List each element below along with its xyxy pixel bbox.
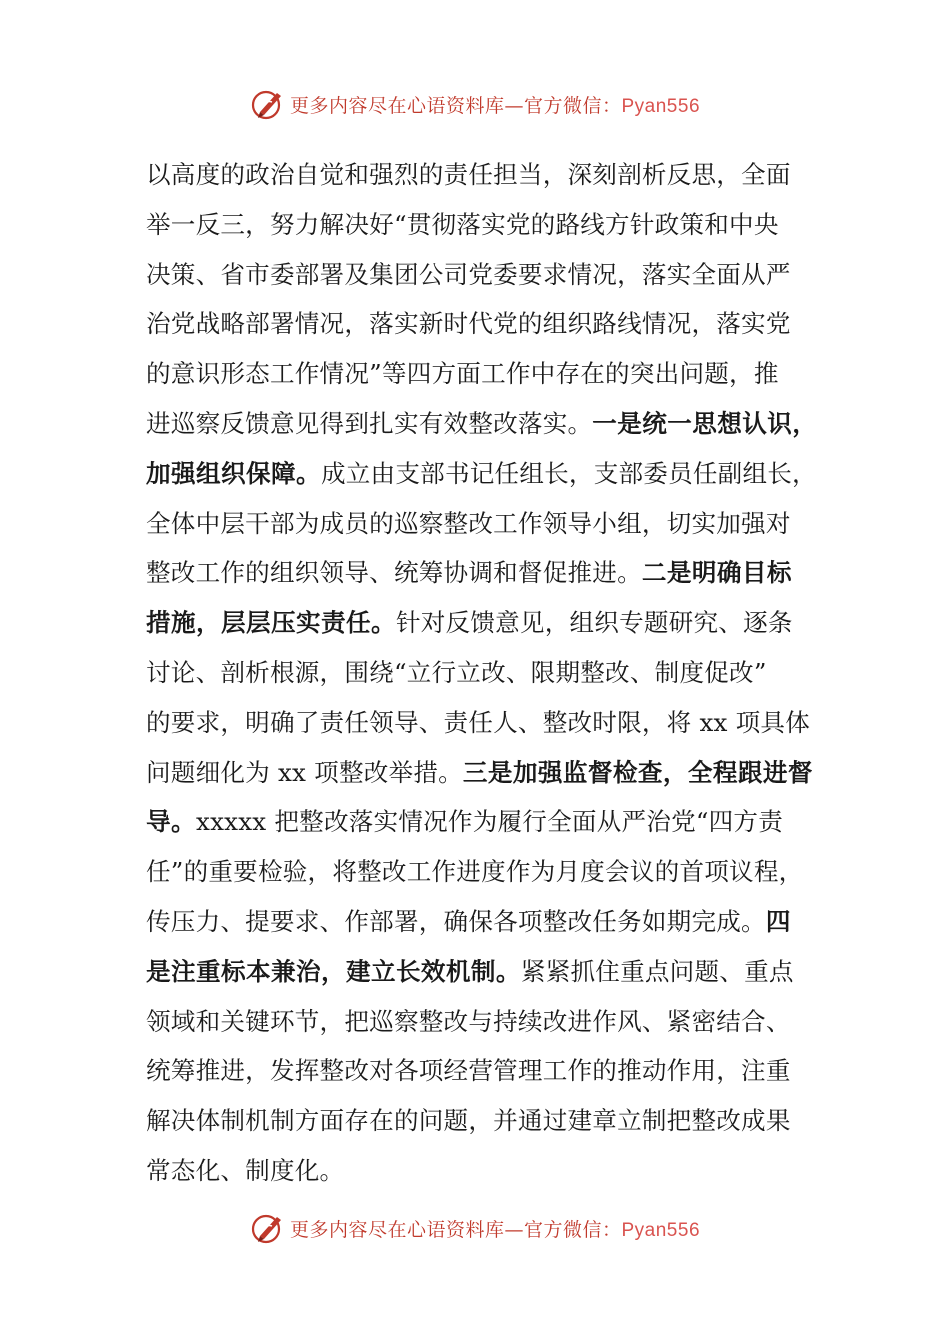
body-text: 领域和关键环节，把巡察整改与持续改进作风、紧密结合、: [146, 1006, 791, 1036]
text-line: [146, 598, 818, 648]
text-line: [146, 1146, 818, 1196]
bold-heading-text: 四: [765, 906, 791, 936]
body-text: xxxxx 把整改落实情况作为履行全面从严治党“四方责: [196, 807, 784, 837]
body-text: 成立由支部书记任组长，支部委员任副组长，: [320, 458, 817, 488]
footer-banner-text: 更多内容尽在心语资料库—官方微信：Pyan556: [289, 1218, 701, 1241]
bold-heading-text: 二是明确目标: [641, 558, 792, 588]
body-text: 治党战略部署情况，落实新时代党的组织路线情况，落实党: [146, 309, 791, 339]
text-line: [146, 299, 818, 349]
document-body: [146, 150, 818, 1196]
bold-heading-text: 一是统一思想认识，: [592, 408, 818, 438]
text-line: [146, 499, 818, 549]
text-line: [146, 947, 818, 997]
body-text: 针对反馈意见，组织专题研究、逐条: [395, 608, 793, 638]
body-text: 统筹推进，发挥整改对各项经营管理工作的推动作用，注重: [146, 1056, 791, 1086]
body-text: 问题细化为 xx 项整改举措。: [146, 757, 463, 787]
text-line: [146, 449, 818, 499]
text-line: [146, 200, 818, 250]
text-line: [146, 349, 818, 399]
header-banner: [0, 82, 950, 126]
body-text: 举一反三，努力解决好“贯彻落实党的路线方针政策和中央: [146, 209, 779, 239]
body-text: 进巡察反馈意见得到扎实有效整改落实。: [146, 408, 593, 438]
text-line: [146, 250, 818, 300]
text-line: [146, 1046, 818, 1096]
bold-heading-text: 是注重标本兼治，建立长效机制。: [146, 956, 521, 986]
text-line: [146, 648, 818, 698]
bold-heading-text: 三是加强监督检查，全程跟进督: [462, 757, 813, 787]
pen-logo-icon: [250, 1210, 286, 1246]
header-banner-text: 更多内容尽在心语资料库—官方微信：Pyan556: [289, 94, 701, 117]
text-line: [146, 698, 818, 748]
pen-logo-icon: [250, 86, 286, 122]
bold-heading-text: 导。: [146, 807, 196, 837]
body-text: 紧紧抓住重点问题、重点: [520, 956, 794, 986]
footer-banner: [0, 1206, 950, 1250]
body-text: 以高度的政治自觉和强烈的责任担当，深刻剖析反思，全面: [146, 160, 791, 189]
text-line: [146, 997, 818, 1047]
text-line: [146, 897, 818, 947]
footer-wechat-id: Pyan556: [621, 1219, 701, 1241]
text-line: [146, 150, 818, 200]
text-line: [146, 847, 818, 897]
bold-heading-text: 加强组织保障。: [146, 458, 321, 488]
body-text: 决策、省市委部署及集团公司党委要求情况，落实全面从严: [146, 259, 791, 289]
text-line: [146, 399, 818, 449]
text-line: [146, 548, 818, 598]
body-text: 整改工作的组织领导、统筹协调和督促推进。: [146, 558, 642, 588]
bold-heading-text: 措施，层层压实责任。: [146, 608, 396, 638]
text-line: [146, 797, 818, 847]
text-line: [146, 1096, 818, 1146]
header-wechat-id: Pyan556: [621, 95, 701, 117]
body-text: 任”的重要检验，将整改工作进度作为月度会议的首项议程，: [146, 857, 804, 887]
body-text: 讨论、剖析根源，围绕“立行立改、限期整改、制度促改”: [146, 657, 767, 687]
text-line: [146, 748, 818, 798]
body-text: 常态化、制度化。: [146, 1155, 345, 1185]
body-text: 解决体制机制方面存在的问题，并通过建章立制把整改成果: [146, 1106, 791, 1136]
body-text: 的要求，明确了责任领导、责任人、整改时限，将 xx 项具体: [146, 707, 811, 737]
body-text: 的意识形态工作情况”等四方面工作中存在的突出问题，推: [146, 359, 779, 389]
body-text: 全体中层干部为成员的巡察整改工作领导小组，切实加强对: [146, 508, 791, 538]
body-text: 传压力、提要求、作部署，确保各项整改任务如期完成。: [146, 906, 766, 936]
